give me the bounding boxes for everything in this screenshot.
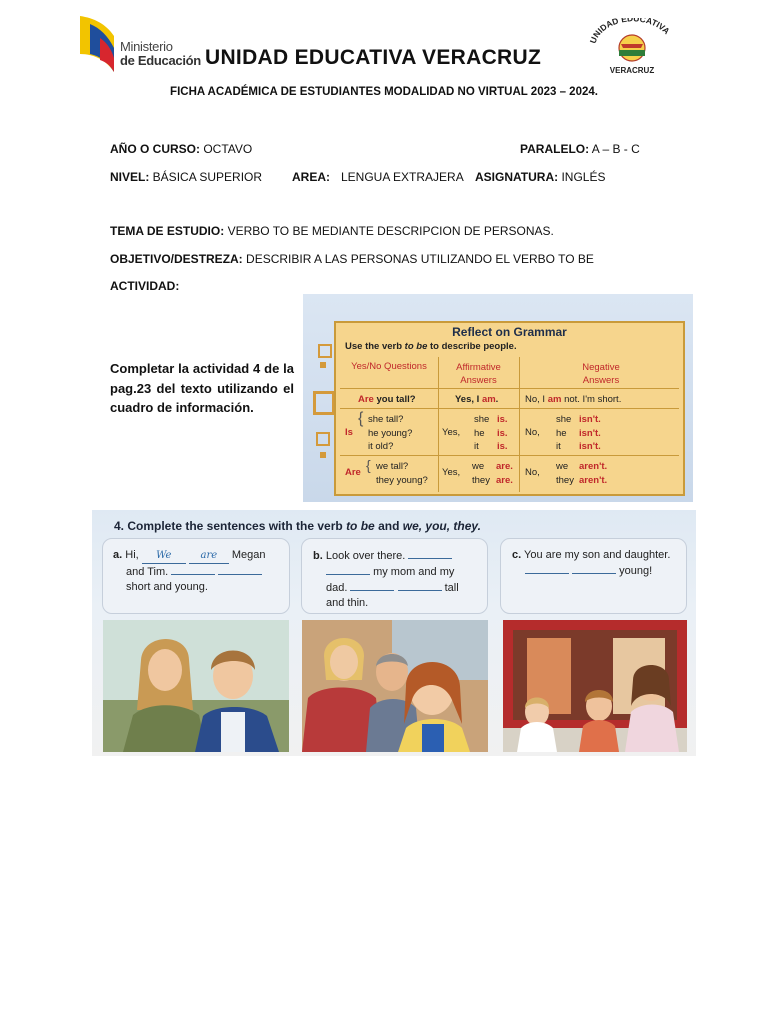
grammar-r1-n-verb: am: [547, 394, 562, 405]
grammar-r1-verb: Are: [358, 394, 374, 405]
exercise-c-young: young!: [619, 565, 653, 577]
decor-dot-icon: [320, 362, 326, 368]
exercise-a-blank1[interactable]: [142, 548, 186, 564]
grammar-r3-neg-verbs: [579, 460, 607, 487]
grammar-divider: [340, 388, 679, 389]
grammar-r1-a-pre: Yes, I: [455, 394, 482, 405]
decor-square-icon: [316, 432, 330, 446]
curso-field: [110, 142, 252, 156]
exercise-a-line3: short and young.: [126, 581, 208, 593]
nivel-field: [110, 170, 262, 184]
grammar-r2-aff-subjects: [474, 413, 489, 454]
decor-square-icon: [318, 344, 332, 358]
nivel-label: NIVEL:: [110, 170, 150, 184]
school-name: UNIDAD EDUCATIVA VERACRUZ: [205, 46, 542, 69]
exercise-b-blank3[interactable]: [350, 580, 394, 591]
grammar-r1-a-post: .: [495, 394, 499, 405]
exercise-a-label: a.: [113, 549, 123, 561]
grammar-r3-q1: we tall?: [376, 461, 409, 472]
verb-arent: aren't.: [579, 474, 608, 486]
photo-teenagers: [103, 620, 289, 752]
grammar-sub-post: to describe people.: [427, 341, 517, 352]
grammar-r3-verb: Are: [345, 467, 361, 478]
grammar-r3-neg-subjects: [556, 460, 574, 487]
tema-value: VERBO TO BE MEDIANTE DESCRIPCION DE PERSONAS.: [224, 224, 554, 238]
exercise-b-text: [313, 548, 483, 611]
exercise-b-blank2[interactable]: [326, 564, 370, 575]
verb-isnt: isn't.: [579, 441, 601, 452]
exercise-a-blank4[interactable]: [218, 564, 262, 575]
grammar-col-questions: Yes/No Questions: [351, 361, 427, 372]
grammar-r1-negative: [525, 394, 621, 405]
photo-family-parents: [302, 620, 488, 752]
brace-icon: {: [358, 410, 364, 427]
grammar-col-affirmative: [438, 361, 519, 387]
grammar-r1-a-verb: am: [481, 394, 496, 405]
paralelo-value: A – B - C: [589, 142, 640, 156]
exercise-title-italic2: we, you, they.: [402, 519, 481, 533]
exercise-c-blank2[interactable]: [572, 563, 616, 574]
exercise-c-text: [512, 548, 684, 579]
exercise-a-text: [113, 548, 283, 595]
exercise-a-blank2[interactable]: [189, 548, 229, 564]
exercise-c-label: c.: [512, 549, 522, 561]
exercise-b-line4: and thin.: [326, 597, 369, 609]
area-label: AREA:: [292, 170, 330, 184]
grammar-sub-italic: to be: [404, 341, 428, 352]
subject-it: it: [556, 441, 561, 452]
verb-are: are.: [496, 461, 513, 472]
area-value: LENGUA EXTRAJERA: [341, 170, 464, 184]
photo-mother-children: [503, 620, 687, 752]
grammar-r1-question: [358, 394, 416, 405]
grammar-r2-no: No,: [525, 427, 540, 438]
exercise-title: [114, 519, 481, 533]
asignatura-value: INGLÉS: [558, 170, 606, 184]
subject-we: we: [556, 461, 569, 472]
area-field: [292, 170, 330, 184]
objetivo-label: OBJETIVO/DESTREZA:: [110, 252, 243, 266]
grammar-subtitle: [345, 341, 517, 352]
school-logo: [585, 18, 680, 78]
grammar-col-negative: [519, 361, 683, 387]
grammar-r1-n-post: not. I'm short.: [561, 394, 622, 405]
answer-are: are: [200, 550, 218, 561]
exercise-c-blank1[interactable]: [525, 563, 569, 574]
grammar-r1-affirmative: [455, 394, 498, 405]
decor-dot-icon: [320, 452, 326, 458]
exercise-title-mid: and: [374, 519, 403, 533]
curso-label: AÑO O CURSO:: [110, 142, 200, 156]
subject-we: we: [472, 461, 485, 472]
ministry-line2: de Educación: [120, 53, 201, 68]
grammar-r3-no: No,: [525, 467, 540, 478]
grammar-r3-aff-subjects: [472, 460, 490, 487]
grammar-col-negative-line2: Answers: [582, 375, 620, 386]
grammar-r2-verb: Is: [345, 427, 353, 438]
grammar-col-negative-line1: Negative: [582, 362, 620, 373]
paralelo-label: PARALELO:: [520, 142, 590, 156]
verb-arent: aren't.: [579, 461, 608, 472]
ficha-title: FICHA ACADÉMICA DE ESTUDIANTES MODALIDAD NO VIRTUAL 2023 – 2024.: [170, 86, 598, 98]
brace-icon: {: [366, 457, 371, 473]
grammar-r3-questions: [376, 460, 428, 487]
grammar-sub-pre: Use the verb: [345, 341, 405, 352]
grammar-r2-q2: he young?: [368, 427, 413, 439]
verb-isnt: isn't.: [579, 414, 601, 425]
subject-she: she: [556, 414, 572, 425]
nivel-value: BÁSICA SUPERIOR: [149, 170, 263, 184]
asignatura-field: [475, 170, 605, 184]
objetivo-value: DESCRIBIR A LAS PERSONAS UTILIZANDO EL VERBO TO BE: [242, 252, 594, 266]
grammar-r2-aff-verbs: [497, 413, 508, 454]
verb-is: is.: [497, 427, 508, 439]
verb-is: is.: [497, 414, 508, 425]
exercise-b-blank1[interactable]: [408, 548, 452, 559]
exercise-b-label: b.: [313, 550, 323, 562]
tema-label: TEMA DE ESTUDIO:: [110, 224, 225, 238]
asignatura-label: ASIGNATURA:: [475, 170, 559, 184]
ministry-name: [120, 40, 201, 68]
verb-are: are.: [496, 474, 513, 486]
exercise-c-line1: You are my son and daughter.: [524, 549, 671, 561]
grammar-r2-q3: it old?: [368, 441, 394, 452]
grammar-r2-neg-subjects: [556, 413, 571, 454]
exercise-b-tall: tall: [444, 582, 459, 594]
verb-isnt: isn't.: [579, 427, 601, 439]
actividad-field: [110, 279, 179, 293]
grammar-r1-rest: you tall?: [373, 394, 416, 405]
exercise-title-pre: 4. Complete the sentences with the verb: [114, 519, 347, 533]
exercise-a-line2: and Tim.: [126, 566, 169, 578]
subject-they: they: [472, 474, 490, 486]
grammar-r3-yes: Yes,: [442, 467, 461, 478]
activity-instruction: Completar la actividad 4 de la pag.23 del texto utilizando el cuadro de información.: [110, 361, 294, 415]
paralelo-field: [520, 142, 640, 156]
subject-she: she: [474, 414, 490, 425]
subject-he: he: [556, 427, 567, 439]
exercise-b-line3: dad.: [326, 582, 348, 594]
grammar-divider: [340, 408, 679, 409]
exercise-a-hi: Hi,: [125, 549, 139, 561]
exercise-b-line1: Look over there.: [325, 550, 406, 562]
grammar-r2-yes: Yes,: [442, 427, 461, 438]
curso-value: OCTAVO: [200, 142, 253, 156]
grammar-r3-aff-verbs: [496, 460, 513, 487]
exercise-title-italic: to be: [346, 519, 375, 533]
exercise-b-blank4[interactable]: [398, 580, 442, 591]
subject-it: it: [474, 441, 479, 452]
objetivo-field: [110, 252, 594, 266]
decor-square-icon: [313, 391, 335, 415]
exercise-b-line2: my mom and my: [373, 566, 455, 578]
subject-they: they: [556, 474, 574, 486]
tema-field: [110, 224, 554, 238]
grammar-r2-neg-verbs: [579, 413, 601, 454]
grammar-r3-q2: they young?: [376, 474, 428, 486]
grammar-divider: [340, 455, 679, 456]
actividad-label: ACTIVIDAD:: [110, 279, 180, 293]
exercise-a-megan: Megan: [231, 549, 266, 561]
ministry-line1: Ministerio: [120, 39, 173, 54]
verb-is: is.: [497, 441, 508, 452]
answer-we: We: [156, 550, 172, 561]
grammar-r2-questions: [368, 413, 412, 454]
exercise-a-blank3[interactable]: [171, 564, 215, 575]
school-logo-bottom-text: VERACRUZ: [609, 66, 655, 75]
school-logo-top-text: UNIDAD EDUCATIVA: [587, 18, 672, 45]
grammar-r2-q1: she tall?: [368, 414, 404, 425]
subject-he: he: [474, 427, 485, 439]
grammar-col-affirmative-line2: Answers: [460, 375, 497, 386]
grammar-col-affirmative-line1: Affirmative: [456, 362, 501, 373]
grammar-r1-n-pre: No, I: [525, 394, 548, 405]
grammar-title: Reflect on Grammar: [452, 325, 567, 339]
